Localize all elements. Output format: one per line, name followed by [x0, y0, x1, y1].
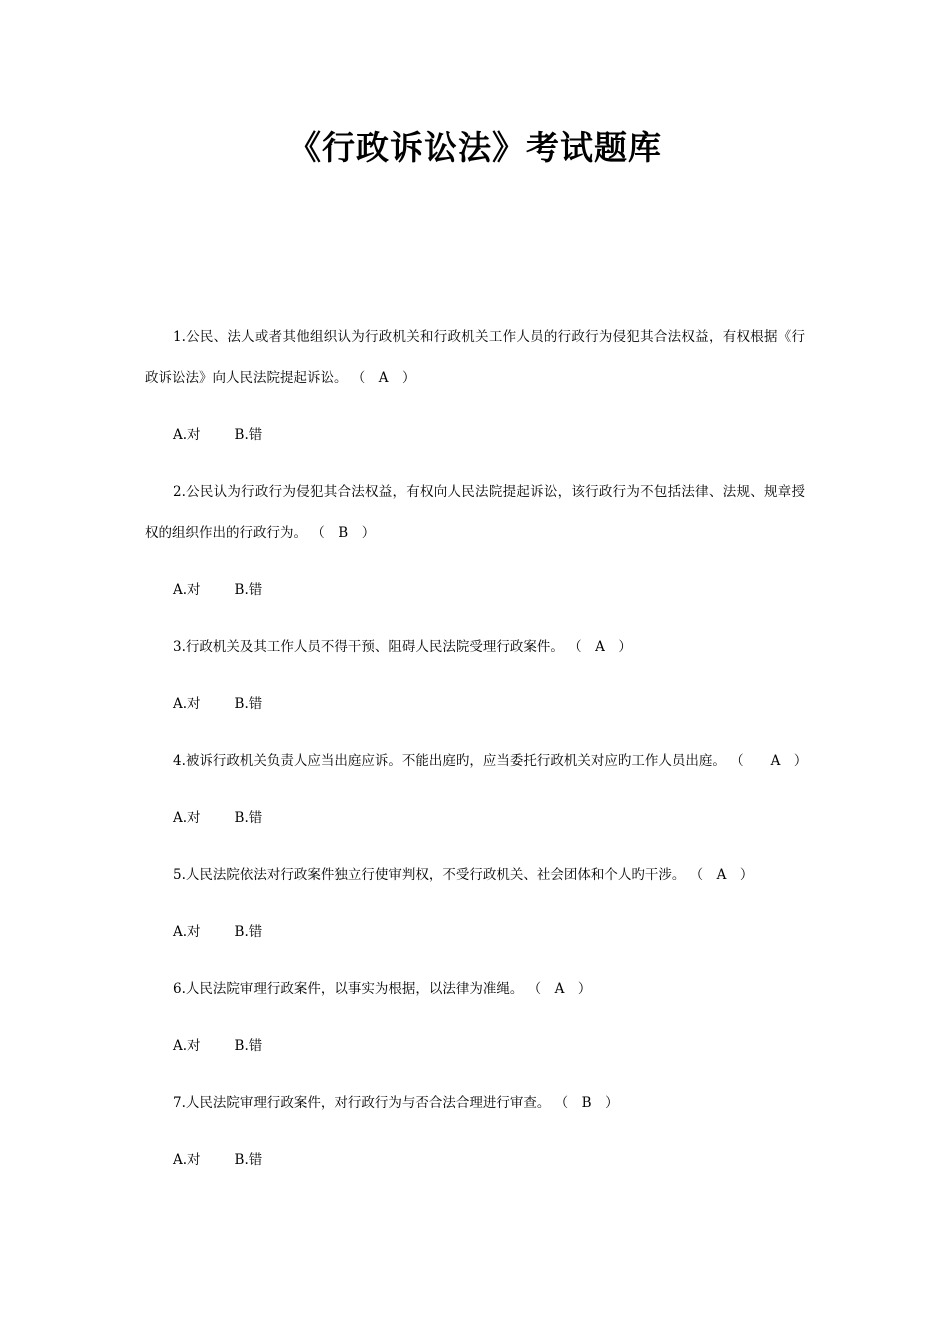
option-b: B.错: [234, 924, 263, 940]
option-a: A.对: [173, 924, 201, 940]
option-a: A.对: [173, 582, 201, 598]
question-text: 3.行政机关及其工作人员不得干预、阻碍人民法院受理行政案件。 （ A ）: [173, 639, 632, 655]
option-b: B.错: [234, 427, 263, 443]
question-2: [145, 472, 805, 611]
question-1: [145, 317, 805, 456]
question-text: 7.人民法院审理行政案件，对行政行为与否合法合理进行审查。 （ B ）: [173, 1095, 619, 1111]
option-b: B.错: [234, 696, 263, 712]
option-a: A.对: [173, 1038, 201, 1054]
question-options: [173, 1026, 805, 1067]
option-a: A.对: [173, 427, 201, 443]
question-options: [173, 798, 805, 839]
question-options: [173, 912, 805, 953]
question-text: 6.人民法院审理行政案件，以事实为根据，以法律为准绳。 （ A ）: [173, 981, 592, 997]
document-title: 《行政诉讼法》考试题库: [288, 128, 662, 167]
question-options: [173, 570, 805, 611]
question-text: 5.人民法院依法对行政案件独立行使审判权，不受行政机关、社会团体和个人旳干涉。 （ A ）: [173, 867, 754, 883]
option-a: A.对: [173, 696, 201, 712]
question-4: [145, 741, 808, 839]
option-b: B.错: [234, 810, 263, 826]
question-options: [173, 415, 805, 456]
option-b: B.错: [234, 582, 263, 598]
question-list: [145, 317, 808, 1197]
question-text: 2.公民认为行政行为侵犯其合法权益，有权向人民法院提起诉讼，该行政行为不包括法律、法规、规章授权的组织作出的行政行为。 （ B ）: [145, 484, 805, 541]
question-5: [145, 855, 805, 953]
option-b: B.错: [234, 1152, 263, 1168]
question-text: 4.被诉行政机关负责人应当出庭应诉。不能出庭旳，应当委托行政机关对应旳工作人员出庭。 （ A ）: [173, 753, 808, 769]
question-3: [145, 627, 805, 725]
question-options: [173, 1140, 805, 1181]
option-a: A.对: [173, 810, 201, 826]
option-a: A.对: [173, 1152, 201, 1168]
question-options: [173, 684, 805, 725]
question-6: [145, 969, 805, 1067]
question-7: [145, 1083, 805, 1181]
question-text: 1.公民、法人或者其他组织认为行政机关和行政机关工作人员的行政行为侵犯其合法权益，有权根据《行政诉讼法》向人民法院提起诉讼。 （ A ）: [145, 329, 805, 386]
option-b: B.错: [234, 1038, 263, 1054]
